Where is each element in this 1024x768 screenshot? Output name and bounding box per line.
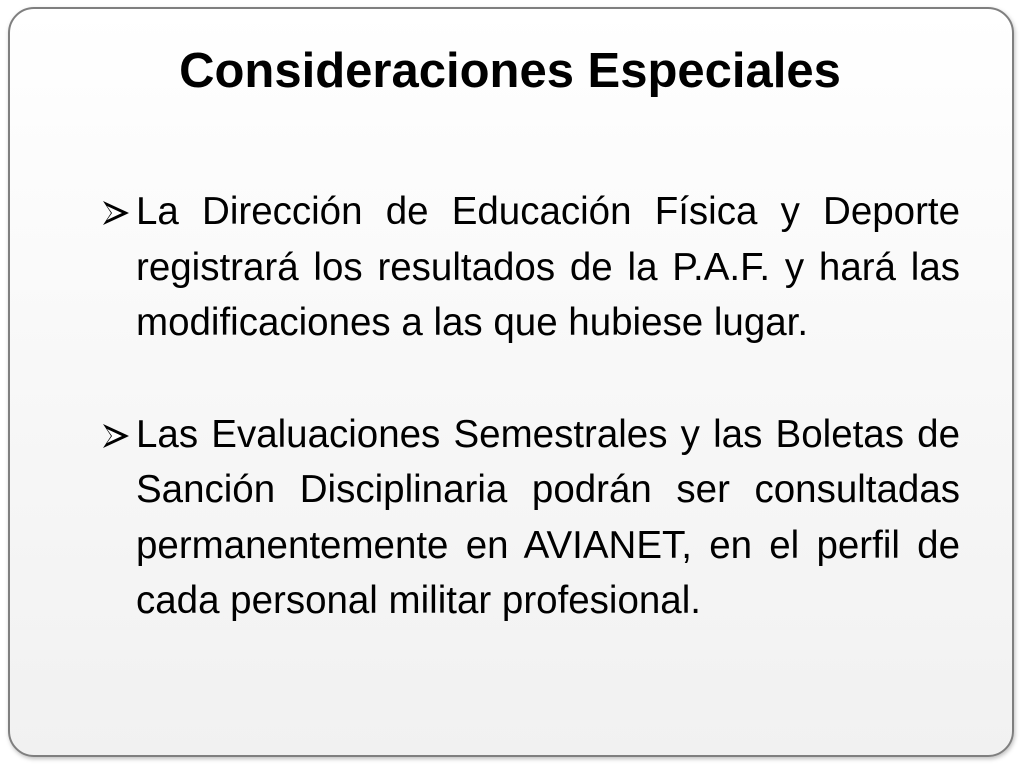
- bullet-item: [100, 407, 960, 629]
- bullet-text: La Dirección de Educación Física y Deporte registrará los resultados de la P.A.F. y hará las modificaciones a las que hubiese lugar.: [136, 190, 960, 344]
- bullet-item: [100, 184, 960, 351]
- bullet-text: Las Evaluaciones Semestrales y las Boletas de Sanción Disciplinaria podrán ser consultadas permanentemente en AVIANET, en el perfil de cada personal militar profesional.: [136, 412, 960, 622]
- arrowhead-bullet-icon: [100, 420, 132, 452]
- bullet-list: [100, 184, 960, 629]
- arrowhead-bullet-icon: [100, 197, 132, 229]
- slide-title: Consideraciones Especiales: [179, 44, 841, 98]
